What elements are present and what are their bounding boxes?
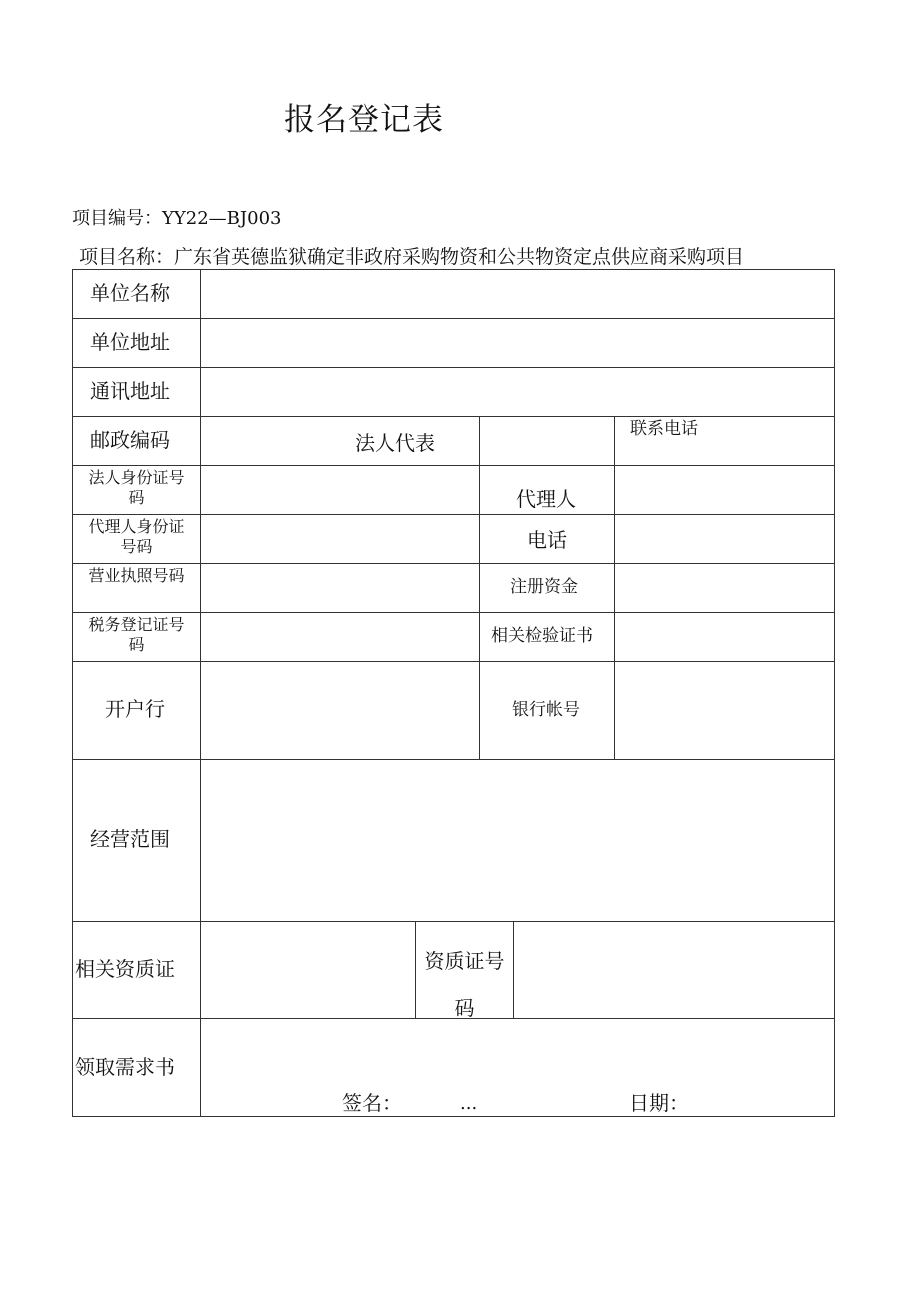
grid-line bbox=[72, 563, 835, 564]
label-agent: 代理人 bbox=[516, 487, 576, 511]
grid-line bbox=[200, 269, 201, 1117]
label-qualification-number-line1: 资质证号 bbox=[424, 949, 505, 973]
signature-dots: ... bbox=[460, 1093, 478, 1114]
label-unit-name: 单位名称 bbox=[90, 281, 170, 305]
label-tax-registration-line2: 码 bbox=[128, 635, 145, 654]
label-qualification-number bbox=[416, 938, 513, 1032]
label-phone: 电话 bbox=[527, 528, 567, 552]
grid-line bbox=[72, 759, 835, 760]
label-legal-id-line2: 码 bbox=[128, 488, 145, 507]
grid-line bbox=[72, 1116, 835, 1117]
grid-line bbox=[72, 269, 835, 270]
grid-line bbox=[72, 416, 835, 417]
grid-line bbox=[72, 269, 73, 1117]
grid-line bbox=[72, 514, 835, 515]
grid-line bbox=[72, 465, 835, 466]
label-contact-phone: 联系电话 bbox=[630, 419, 698, 439]
label-signature: 签名： bbox=[342, 1091, 402, 1115]
grid-line bbox=[72, 612, 835, 613]
label-registered-capital: 注册资金 bbox=[510, 577, 578, 597]
label-agent-id-line2: 号码 bbox=[120, 537, 153, 556]
label-bank: 开户行 bbox=[105, 697, 165, 721]
label-mailing-address: 通讯地址 bbox=[90, 379, 170, 403]
label-receive-requirement: 领取需求书 bbox=[75, 1055, 175, 1079]
grid-line bbox=[614, 416, 615, 760]
label-postal-code: 邮政编码 bbox=[90, 428, 170, 452]
label-unit-address: 单位地址 bbox=[90, 330, 170, 354]
grid-line bbox=[72, 318, 835, 319]
label-legal-id-line1: 法人身份证号 bbox=[88, 468, 185, 487]
label-inspection-cert: 相关检验证书 bbox=[491, 626, 593, 646]
label-legal-id bbox=[73, 468, 200, 508]
project-name: 项目名称：广东省英德监狱确定非政府采购物资和公共物资定点供应商采购项目 bbox=[79, 246, 745, 268]
label-business-license: 营业执照号码 bbox=[88, 566, 185, 585]
label-business-scope: 经营范围 bbox=[90, 827, 170, 851]
label-agent-id-line1: 代理人身份证 bbox=[88, 517, 185, 536]
grid-line bbox=[834, 269, 835, 1117]
grid-line bbox=[72, 921, 835, 922]
label-bank-account: 银行帐号 bbox=[512, 700, 580, 720]
label-agent-id bbox=[73, 517, 200, 557]
grid-line bbox=[479, 416, 480, 760]
grid-line bbox=[513, 921, 514, 1019]
label-tax-registration bbox=[73, 615, 200, 655]
form-title: 报名登记表 bbox=[284, 102, 444, 138]
label-tax-registration-line1: 税务登记证号 bbox=[88, 615, 185, 634]
label-qualification-number-line2: 码 bbox=[454, 996, 475, 1020]
project-number: 项目编号：YY22—BJ003 bbox=[72, 208, 282, 229]
label-legal-rep: 法人代表 bbox=[355, 431, 435, 455]
grid-line bbox=[72, 367, 835, 368]
label-qualification: 相关资质证 bbox=[75, 957, 175, 981]
label-date: 日期： bbox=[629, 1091, 689, 1115]
grid-line bbox=[72, 661, 835, 662]
